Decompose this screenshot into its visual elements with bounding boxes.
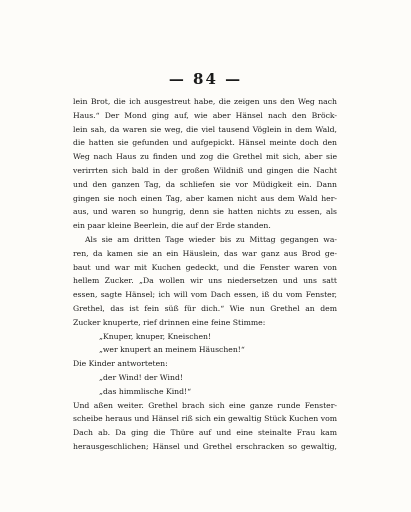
text-line: „das himmlische Kind!“: [99, 386, 192, 396]
text-line: hellem Zucker. „Da wollen wir uns niedersetzen und uns satt: [73, 276, 337, 286]
text-line: und den ganzen Tag, da schliefen sie vor Müdigkeit ein. Dann: [73, 179, 337, 189]
text-line: Zucker knuperte, rief drinnen eine feine Stimme:: [73, 317, 266, 327]
text-line: verirrten sich bald in der großen Wildniß und gingen die Nacht: [73, 165, 337, 175]
text-line: Und aßen weiter. Grethel brach sich eine ganze runde Fenster-: [73, 400, 337, 410]
text-line: die hatten sie gefunden und aufgepickt. Hänsel meinte doch den: [73, 138, 337, 148]
text-line: Die Kinder antworteten:: [73, 359, 168, 369]
text-line: „der Wind! der Wind!: [99, 372, 183, 382]
text-line: Als sie am dritten Tage wieder bis zu Mittag gegangen wa-: [85, 234, 337, 244]
text-line: Dach ab. Da ging die Thüre auf und eine steinalte Frau kam: [73, 428, 337, 438]
text-line: Haus.“ Der Mond ging auf, wie aber Hänsel nach den Bröck-: [73, 110, 337, 120]
text-line: gingen sie noch einen Tag, aber kamen nicht aus dem Wald her-: [73, 193, 337, 203]
text-line: ren, da kamen sie an ein Häuslein, das war ganz aus Brod ge-: [73, 248, 337, 258]
page-number: — 84 —: [168, 70, 243, 88]
text-line: baut und war mit Kuchen gedeckt, und die Fenster waren von: [73, 262, 337, 272]
body-text: [73, 95, 337, 454]
text-line: lein sah, da waren sie weg, die viel tausend Vöglein in dem Wald,: [73, 124, 337, 134]
text-line: aus, und waren so hungrig, denn sie hatten nichts zu essen, als: [73, 207, 337, 217]
text-line: scheibe heraus und Hänsel riß sich ein gewaltig Stück Kuchen vom: [73, 414, 337, 424]
text-line: „wer knupert an meinem Häuschen!“: [99, 345, 245, 355]
text-line: herausgeschlichen; Hänsel und Grethel erschracken so gewaltig,: [73, 441, 337, 451]
text-line: ein paar kleine Beerlein, die auf der Erde standen.: [73, 221, 271, 231]
text-line: essen, sagte Hänsel; ich will vom Dach essen, iß du vom Fenster,: [73, 290, 337, 300]
text-line: „Knuper, knuper, Kneischen!: [99, 331, 212, 341]
text-line: Grethel, das ist fein süß für dich.“ Wie nun Grethel an dem: [73, 303, 337, 313]
text-line: Weg nach Haus zu finden und zog die Grethel mit sich, aber sie: [73, 152, 337, 162]
text-line: lein Brot, die ich ausgestreut habe, die zeigen uns den Weg nach: [73, 97, 337, 106]
